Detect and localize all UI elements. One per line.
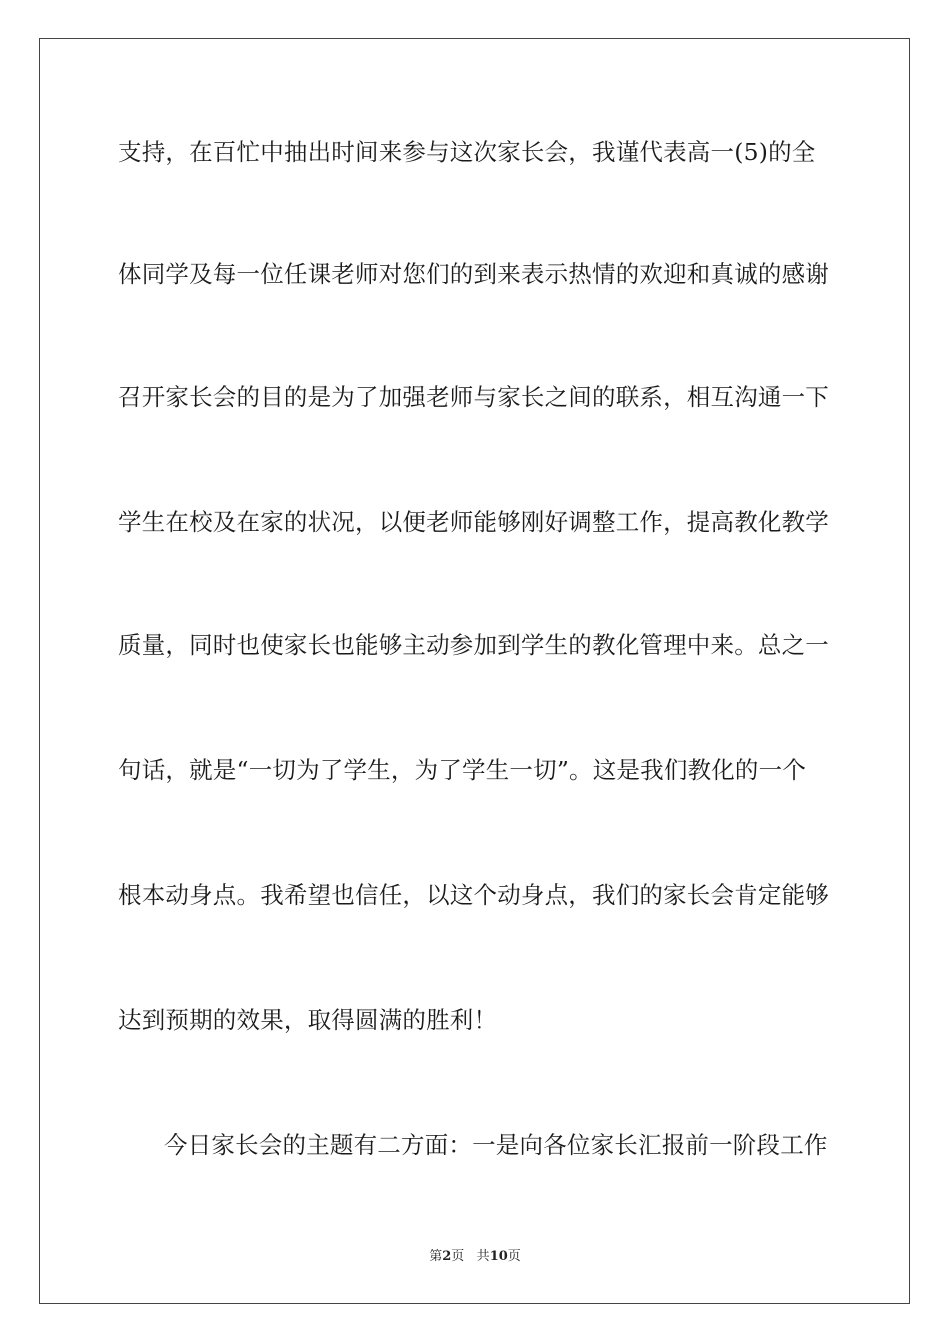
- total-label-prefix: 共: [476, 1249, 490, 1264]
- body-text-line-6: 句话，就是“一切为了学生，为了学生一切”。这是我们教化的一个: [118, 756, 807, 784]
- page-border: [39, 38, 910, 1304]
- page-label-suffix: 页: [451, 1249, 465, 1264]
- page-label-prefix: 第: [429, 1249, 443, 1264]
- page-footer: [0, 1248, 950, 1266]
- total-page-count: 10: [489, 1249, 508, 1264]
- current-page-number: 2: [442, 1249, 452, 1264]
- body-text-line-3: 召开家长会的目的是为了加强老师与家长之间的联系，相互沟通一下: [118, 383, 829, 411]
- body-text-line-1: 支持，在百忙中抽出时间来参与这次家长会，我谨代表高一(5)的全: [118, 138, 816, 166]
- total-label-suffix: 页: [507, 1249, 521, 1264]
- body-text-line-7: 根本动身点。我希望也信任，以这个动身点，我们的家长会肯定能够: [118, 881, 829, 909]
- body-text-line-5: 质量，同时也使家长也能够主动参加到学生的教化管理中来。总之一: [118, 631, 829, 659]
- body-text-paragraph-start: 今日家长会的主题有二方面：一是向各位家长汇报前一阶段工作: [164, 1131, 828, 1159]
- body-text-line-2: 体同学及每一位任课老师对您们的到来表示热情的欢迎和真诚的感谢: [118, 260, 829, 288]
- body-text-line-8: 达到预期的效果，取得圆满的胜利！: [118, 1006, 498, 1034]
- body-text-line-4: 学生在校及在家的状况，以便老师能够刚好调整工作，提高教化教学: [118, 508, 829, 536]
